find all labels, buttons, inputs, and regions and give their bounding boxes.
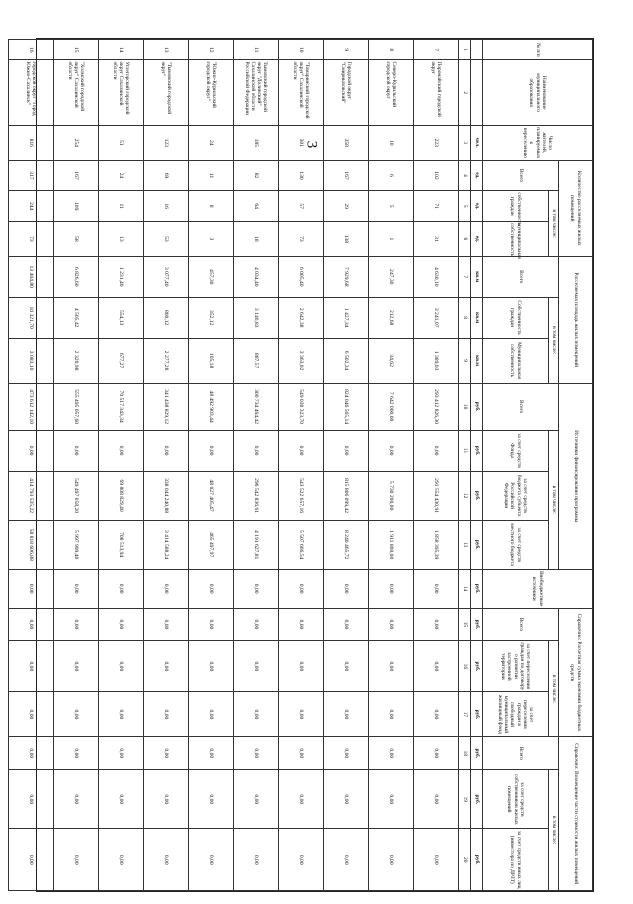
table-cell: 824 046 565,14 — [324, 383, 369, 430]
hdr-local: за счет средств местного бюджета — [483, 520, 549, 569]
table-cell: 0,00 — [144, 692, 189, 737]
municipality-name-cell: "Тымовский городской округ" — [144, 60, 189, 125]
hdr-sqm-municipal: Муниципальная собственность — [483, 338, 549, 383]
table-cell: 8 — [369, 40, 414, 60]
table-cell: 6 005,40 — [279, 256, 324, 297]
table-cell: 7 642 000,00 — [369, 383, 414, 430]
table-cell: 0,00 — [144, 641, 189, 692]
table-cell: 3 — [189, 222, 234, 257]
hdr-own-funds: за счет средств собственников жилых помещений — [483, 770, 549, 829]
column-number-cell: 1 — [459, 40, 471, 60]
table-cell: 0,00 — [234, 641, 279, 692]
table-cell: 708 513,94 — [99, 520, 144, 569]
table-cell: 5 — [369, 191, 414, 222]
table-cell: 0,00 — [189, 608, 234, 641]
table-cell: 70 517 343,34 — [99, 383, 144, 430]
table-cell: 0,00 — [414, 430, 459, 471]
table-row — [324, 40, 369, 891]
hdr-extrabudget: Внебюджетные источники — [483, 569, 593, 608]
table-cell: 0,00 — [324, 692, 369, 737]
table-cell: 3 146,83 — [234, 297, 279, 338]
table-cell: 254 — [54, 125, 99, 160]
unit-cell: ед. — [471, 191, 483, 222]
unit-cell: руб. — [471, 770, 483, 829]
hdr-residents: Число жителей, планируемых к переселению — [483, 125, 593, 160]
program-table-rotated — [25, 39, 593, 891]
table-cell: 10 — [279, 40, 324, 60]
table-cell: 0,00 — [234, 737, 279, 770]
table-cell: 12 — [189, 40, 234, 60]
table-cell: 0,00 — [279, 770, 324, 829]
table-cell: 8 — [189, 191, 234, 222]
unit-cell: руб. — [471, 641, 483, 692]
hdr-regional: за счет средств бюджета субъекта Российской Федерации — [483, 471, 549, 520]
unit-cell: руб. — [471, 737, 483, 770]
table-cell: 5 730 200,00 — [369, 471, 414, 520]
table-cell: 102 — [414, 160, 459, 191]
unit-cell: ед. — [471, 160, 483, 191]
table-cell: 0,00 — [369, 829, 414, 891]
table-cell: 0,00 — [54, 692, 99, 737]
hdr-fin-incl: в том числе: — [549, 430, 559, 569]
table-cell: 0,00 — [414, 737, 459, 770]
hdr-econ-contract: за счет переселения граждан по договору о развитии застроенной территории — [483, 641, 549, 692]
table-cell: 0,00 — [369, 569, 414, 608]
table-cell: 0,00 — [189, 770, 234, 829]
table-cell: 0,00 — [54, 737, 99, 770]
unit-cell: ед. — [471, 222, 483, 257]
hdr-ref-owner-group: Справочно: Возмещение части стоимости жилых помещений — [559, 737, 593, 891]
table-cell: 0,00 — [414, 770, 459, 829]
table-cell: 0,00 — [9, 737, 54, 770]
column-number-cell: 16 — [459, 641, 471, 692]
table-cell: 0,00 — [54, 829, 99, 891]
table-row — [99, 40, 144, 891]
table-cell: 0,00 — [279, 608, 324, 641]
table-cell: 555 495 057,60 — [54, 383, 99, 430]
table-cell: 341 438 829,12 — [144, 383, 189, 430]
table-cell: 138 — [324, 222, 369, 257]
table-cell: 24 — [189, 125, 234, 160]
table-cell: 0,00 — [234, 829, 279, 891]
table-cell: 5 997 999,40 — [54, 520, 99, 569]
table-cell: 0,00 — [9, 608, 54, 641]
column-number-cell: 9 — [459, 338, 471, 383]
table-cell: 0,00 — [99, 737, 144, 770]
table-cell: 1 858 395,39 — [414, 520, 459, 569]
table-cell: 296 542 836,61 — [234, 471, 279, 520]
table-cell: 0,00 — [234, 692, 279, 737]
table-cell: 0,00 — [54, 770, 99, 829]
table-cell: 0,00 — [9, 430, 54, 471]
table-cell: 0,00 — [234, 430, 279, 471]
table-cell: 0,00 — [279, 641, 324, 692]
table-cell: 0,00 — [99, 430, 144, 471]
column-number-cell: 8 — [459, 297, 471, 338]
hdr-no: № п/п — [483, 40, 593, 60]
table-row — [144, 40, 189, 891]
table-cell: 465 497,97 — [189, 520, 234, 569]
table-cell: 0,00 — [369, 770, 414, 829]
table-cell: 69 808 829,40 — [99, 471, 144, 520]
table-cell: 0,00 — [99, 641, 144, 692]
municipality-name-cell: Городской округ "Смирныховский" — [324, 60, 369, 125]
table-cell: 338 044 240,88 — [144, 471, 189, 520]
table-cell: 71 — [414, 191, 459, 222]
table-cell: 0,00 — [189, 569, 234, 608]
municipality-name-cell: "Томаринский городской округ" Сахалинской области — [279, 60, 324, 125]
table-cell: 247,30 — [369, 256, 414, 297]
hdr-count-municipal: муниципальная собственность — [483, 222, 549, 257]
table-cell: 82 — [234, 160, 279, 191]
table-cell: 0,00 — [324, 430, 369, 471]
table-cell: 317 — [9, 160, 54, 191]
table-cell: 0,00 — [414, 641, 459, 692]
table-cell: 358 — [324, 125, 369, 160]
table-cell: 1 911 800,00 — [369, 520, 414, 569]
table-cell: 0,00 — [414, 569, 459, 608]
table-cell: 0,00 — [414, 692, 459, 737]
table-cell: 293 412 826,30 — [414, 383, 459, 430]
table-cell: 0,00 — [144, 737, 189, 770]
hdr-sqm-total: Всего — [483, 256, 559, 297]
table-cell: 414 793 535,22 — [9, 471, 54, 520]
table-cell: 3 077,40 — [144, 256, 189, 297]
table-cell: 543 522 657,16 — [279, 471, 324, 520]
municipality-name-cell: Поронайский городской округ — [414, 60, 459, 125]
table-cell: 64 — [234, 191, 279, 222]
unit-cell: руб. — [471, 608, 483, 641]
table-cell: 58 — [54, 222, 99, 257]
table-cell: 73 — [279, 222, 324, 257]
table-cell: 0,00 — [369, 737, 414, 770]
table-cell: 0,00 — [369, 430, 414, 471]
column-number-row — [459, 40, 471, 891]
table-row — [234, 40, 279, 891]
table-cell: 816 — [9, 125, 54, 160]
table-cell: 554,13 — [99, 297, 144, 338]
municipality-name-cell: городской округ "Город Южно-Сахалинск" — [9, 60, 54, 125]
table-cell: 0,00 — [99, 692, 144, 737]
table-cell: 0,00 — [234, 770, 279, 829]
table-cell: 24 — [99, 160, 144, 191]
table-cell: 0,00 — [54, 608, 99, 641]
table-cell: 0,00 — [324, 569, 369, 608]
program-table — [8, 39, 593, 891]
table-cell: 31 — [414, 222, 459, 257]
table-cell: 11 — [234, 40, 279, 60]
table-cell: 0,00 — [324, 641, 369, 692]
program-table-frame — [25, 38, 594, 892]
table-cell: 18 — [234, 222, 279, 257]
column-number-cell: 20 — [459, 829, 471, 891]
column-number-cell: 6 — [459, 222, 471, 257]
table-row — [54, 40, 99, 891]
page-number: 3 — [303, 140, 320, 149]
table-cell: 73 — [9, 222, 54, 257]
table-cell: 0,00 — [414, 608, 459, 641]
table-row — [369, 40, 414, 891]
table-row — [189, 40, 234, 891]
column-number-cell: 2 — [459, 60, 471, 125]
table-cell: 300 734 464,42 — [234, 383, 279, 430]
table-cell: 167 — [324, 160, 369, 191]
table-cell: 800,12 — [144, 297, 189, 338]
table-cell: 109 — [54, 191, 99, 222]
table-cell: 16 — [9, 40, 54, 60]
unit-cell: руб. — [471, 471, 483, 520]
table-cell: 0,00 — [189, 829, 234, 891]
table-cell: 473 612 142,10 — [9, 383, 54, 430]
hdr-econ-incl: в том числе: — [549, 641, 559, 737]
table-cell: 0,00 — [144, 608, 189, 641]
column-number-cell: 4 — [459, 160, 471, 191]
table-cell: 352,12 — [189, 297, 234, 338]
hdr-count-total: Всего — [483, 160, 559, 191]
column-number-cell: 12 — [459, 471, 471, 520]
table-cell: 0,00 — [369, 608, 414, 641]
table-cell: 0,00 — [144, 430, 189, 471]
table-cell: 457,30 — [189, 256, 234, 297]
table-cell: 4 505,42 — [54, 297, 99, 338]
municipality-name-cell: Тымовский городской округ "Долинский" Сахалинской области Российской Федерации — [234, 60, 279, 125]
hdr-fund: за счет средств Фонда — [483, 430, 549, 471]
table-cell: 34,62 — [369, 338, 414, 383]
table-cell: 11 — [99, 191, 144, 222]
table-row — [414, 40, 459, 891]
hdr-financing-group: Источники финансирования программы — [559, 383, 593, 569]
table-cell: 0,00 — [234, 569, 279, 608]
hdr-count-incl: в том числе: — [549, 191, 559, 256]
table-cell: 6 502,34 — [324, 338, 369, 383]
table-cell: 10 321,70 — [9, 297, 54, 338]
table-cell: 2 642,38 — [279, 297, 324, 338]
hdr-owner-incl: в том числе: — [549, 770, 559, 891]
column-number-cell: 7 — [459, 256, 471, 297]
unit-cell — [471, 40, 483, 60]
unit-cell: кв.м — [471, 338, 483, 383]
table-cell: 1 427,34 — [324, 297, 369, 338]
unit-cell: кв.м — [471, 256, 483, 297]
unit-cell: руб. — [471, 520, 483, 569]
unit-cell: руб. — [471, 692, 483, 737]
table-cell: 2 277,28 — [144, 338, 189, 383]
column-number-cell: 10 — [459, 383, 471, 430]
table-cell: 14 — [99, 40, 144, 60]
table-cell: 0,00 — [99, 829, 144, 891]
table-cell: 0,00 — [279, 430, 324, 471]
table-cell: 130 — [279, 160, 324, 191]
table-body — [9, 40, 459, 891]
table-cell: 301 — [279, 125, 324, 160]
table-cell: 58 818 606,88 — [9, 520, 54, 569]
table-cell: 6 826,60 — [54, 256, 99, 297]
table-cell: 0,00 — [414, 829, 459, 891]
unit-cell: руб. — [471, 383, 483, 430]
table-cell: 0,00 — [189, 737, 234, 770]
table-cell: 48 492 903,44 — [189, 383, 234, 430]
table-cell: 0,00 — [54, 430, 99, 471]
column-number-cell: 18 — [459, 737, 471, 770]
table-cell: 0,00 — [369, 641, 414, 692]
table-cell: 2 320,98 — [54, 338, 99, 383]
table-cell: 0,00 — [324, 737, 369, 770]
hdr-municipality: Наименование муниципального образования — [483, 60, 593, 125]
table-cell: 0,00 — [189, 692, 234, 737]
table-cell: 0,00 — [144, 569, 189, 608]
table-cell: 4 034,40 — [234, 256, 279, 297]
table-cell: 53 — [144, 222, 189, 257]
column-number-cell: 15 — [459, 608, 471, 641]
table-cell: 51 — [99, 125, 144, 160]
table-cell: 1 231,40 — [99, 256, 144, 297]
table-cell: 0,00 — [189, 641, 234, 692]
hdr-other-funds: за счет средств иных лиц (инвестора по ДРЗТ) — [483, 829, 549, 891]
table-cell: 0,00 — [324, 608, 369, 641]
table-cell: 0,00 — [9, 829, 54, 891]
table-cell: 0,00 — [279, 569, 324, 608]
table-cell: 0,00 — [189, 430, 234, 471]
unit-cell: кв.м — [471, 297, 483, 338]
table-cell: 0,00 — [279, 829, 324, 891]
table-cell: 16 — [144, 191, 189, 222]
table-cell: 0,00 — [99, 608, 144, 641]
table-cell: 0,00 — [9, 770, 54, 829]
table-cell: 3 414 588,24 — [144, 520, 189, 569]
hdr-sqm-incl: в том числе: — [549, 297, 559, 383]
unit-cell: руб. — [471, 430, 483, 471]
unit-cell: руб. — [471, 829, 483, 891]
table-cell: 0,00 — [369, 692, 414, 737]
table-cell: 11 — [189, 160, 234, 191]
table-cell: 223 — [414, 125, 459, 160]
table-cell: 0,00 — [99, 770, 144, 829]
table-cell: 0,00 — [9, 641, 54, 692]
column-number-cell: 19 — [459, 770, 471, 829]
table-cell: 10 — [369, 125, 414, 160]
table-cell: 0,00 — [144, 829, 189, 891]
table-cell: 1 — [369, 222, 414, 257]
table-cell: 0,00 — [279, 737, 324, 770]
hdr-count-private: собственность граждан — [483, 191, 549, 222]
table-cell: 13 404,80 — [9, 256, 54, 297]
table-cell: 167 — [54, 160, 99, 191]
table-cell: 1 389,03 — [414, 338, 459, 383]
table-cell: 0,00 — [9, 692, 54, 737]
unit-cell: руб. — [471, 569, 483, 608]
municipality-name-cell: "Холмский городской округ" Сахалинской области — [54, 60, 99, 125]
hdr-fin-total: Всего — [483, 383, 559, 430]
municipality-name-cell: Углегорский городской округ Сахалинской области — [99, 60, 144, 125]
hdr-sqm-group: Расселяемая площадь жилых помещений — [559, 256, 593, 383]
hdr-owner-total: Всего — [483, 737, 559, 770]
table-cell: 13 — [99, 222, 144, 257]
unit-cell — [471, 60, 483, 125]
units-row — [471, 40, 483, 891]
table-cell: 15 — [54, 40, 99, 60]
table-cell: 0,00 — [54, 569, 99, 608]
hdr-econ-total: Всего — [483, 608, 559, 641]
table-cell: 212,68 — [369, 297, 414, 338]
column-number-cell: 5 — [459, 191, 471, 222]
table-cell: 291 554 430,91 — [414, 471, 459, 520]
column-number-cell: 14 — [459, 569, 471, 608]
table-cell: 8 240 465,72 — [324, 520, 369, 569]
column-number-cell: 13 — [459, 520, 471, 569]
table-cell: 7 — [414, 40, 459, 60]
hdr-sqm-private: Собственность граждан — [483, 297, 549, 338]
table-cell: 3 241,07 — [414, 297, 459, 338]
table-cell: 677,27 — [99, 338, 144, 383]
table-row — [9, 40, 54, 891]
table-cell: 57 — [279, 191, 324, 222]
table-cell: 123 — [144, 125, 189, 160]
unit-cell: чел. — [471, 125, 483, 160]
table-cell: 815 806 099,42 — [324, 471, 369, 520]
column-number-cell: 17 — [459, 692, 471, 737]
table-cell: 0,00 — [9, 569, 54, 608]
table-cell: 4 191 627,81 — [234, 520, 279, 569]
table-cell: 549 030 323,70 — [279, 383, 324, 430]
table-cell: 6 — [369, 160, 414, 191]
municipality-name-cell: "Южно-Курильский городской округ" — [189, 60, 234, 125]
table-cell: 0,00 — [99, 569, 144, 608]
table-cell: 0,00 — [324, 829, 369, 891]
table-cell: 549 497 058,20 — [54, 471, 99, 520]
table-cell: 3 083,10 — [9, 338, 54, 383]
table-cell: 3 363,02 — [279, 338, 324, 383]
table-cell: 9 — [324, 40, 369, 60]
table-cell: 13 — [144, 40, 189, 60]
table-row — [279, 40, 324, 891]
hdr-count-group: Количество расселяемых жилых помещений — [559, 160, 593, 256]
table-cell: 105,18 — [189, 338, 234, 383]
table-cell: 0,00 — [234, 608, 279, 641]
hdr-econ-free: за счет переселения граждан в свободный муниципальный жилищный фонд — [483, 692, 549, 737]
table-cell: 4 630,10 — [414, 256, 459, 297]
table-cell: 185 — [234, 125, 279, 160]
table-cell: 0,00 — [144, 770, 189, 829]
column-number-cell: 11 — [459, 430, 471, 471]
table-cell: 48 027 405,47 — [189, 471, 234, 520]
municipality-name-cell: Северо-Курильский городской округ — [369, 60, 414, 125]
table-cell: 244 — [9, 191, 54, 222]
table-cell: 0,00 — [279, 692, 324, 737]
table-cell: 0,00 — [54, 641, 99, 692]
table-cell: 29 — [324, 191, 369, 222]
hdr-ref-budget-group: Справочно: Расчетная сумма экономии бюджетных средств — [559, 608, 593, 737]
table-cell: 887,57 — [234, 338, 279, 383]
table-cell: 7 929,68 — [324, 256, 369, 297]
table-cell: 0,00 — [324, 770, 369, 829]
table-cell: 69 — [144, 160, 189, 191]
table-cell: 5 507 666,54 — [279, 520, 324, 569]
column-number-cell: 3 — [459, 125, 471, 160]
